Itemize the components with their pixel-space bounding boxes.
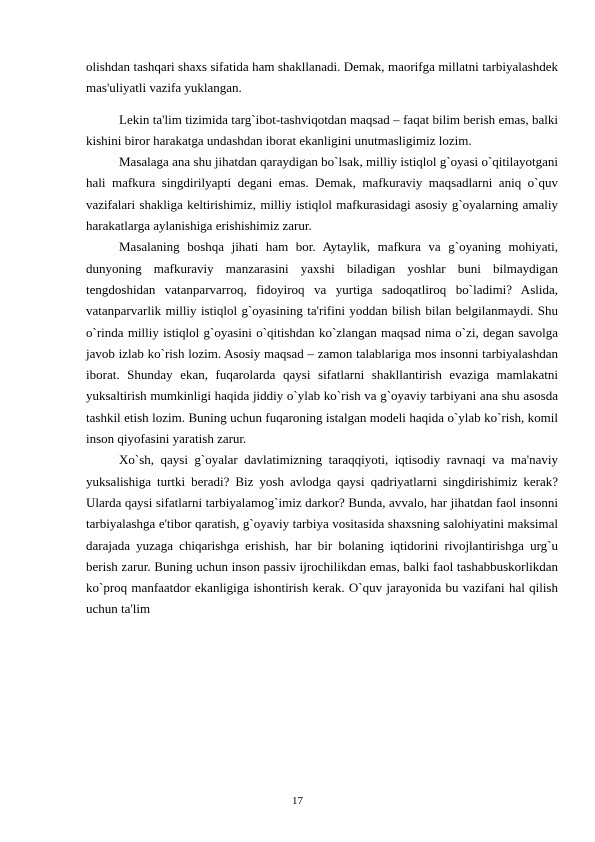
document-page [86, 56, 558, 620]
paragraph-4: Masalaning boshqa jihati ham bor. Aytaylik, mafkura va g`oyaning mohiyati, dunyoning mafkuraviy manzarasini yaxshi biladigan yoshlar buni bilmaydigan tengdoshidan vatanparvarroq, fidoyiroq va yurtiga sadoqatliroq bo`ladimi? Aslida, vatanparvarlik milliy istiqlol g`oyasining ta'rifini yoddan bilish bilan belgilanmaydi. Shu o`rinda milliy istiqlol g`oyasini o`qitishdan ko`zlangan maqsad nima o`zi, degan savolga javob izlab ko`rish lozim. Asosiy maqsad – zamon talablariga mos insonni tarbiyalashdan iborat. Shunday ekan, fuqarolarda qaysi sifatlarni shakllantirish evaziga mamlakatni yuksaltirish mumkinligi haqida jiddiy o`ylab ko`rish va g`oyaviy tarbiyani ana shu asosda tashkil etish lozim. Buning uchun fuqaroning istalgan modeli haqida o`ylab ko`rish, komil inson qiyofasini yaratish zarur. [86, 239, 558, 447]
paragraph-1: olishdan tashqari shaxs sifatida ham shakllanadi. Demak, maorifga millatni tarbiyalashdek mas'uliyatli vazifa yuklangan. [86, 59, 558, 96]
paragraph-2: Lekin ta'lim tizimida targ`ibot-tashviqotdan maqsad – faqat bilim berish emas, balki kishini biror harakatga undashdan iborat ekanligini unutmasligimiz lozim. [86, 111, 558, 148]
paragraph-5: Xo`sh, qaysi g`oyalar davlatimizning taraqqiyoti, iqtisodiy ravnaqi va ma'naviy yuksalishiga turtki beradi? Biz yosh avlodga qaysi qadriyatlarni singdirishimiz kerak? Ularda qaysi sifatlarni tarbiyalamog`imiz darkor? Bunda, avvalo, har jihatdan faol insonni tarbiyalashga e'tibor qaratish, g`oyaviy tarbiya vositasida shaxsning salohiyatini maksimal darajada yuzaga chiqarishga erishish, har bir bolaning iqtidorini rivojlantirishga urg`u berish zarur. Buning uchun inson passiv ijrochilikdan emas, balki faol tashabbuskorlikdan ko`proq manfaatdor ekanligiga ishontirish kerak. O`quv jarayonida bu vazifani hal qilish uchun ta'lim [86, 452, 558, 617]
paragraph-3: Masalaga ana shu jihatdan qaraydigan bo`lsak, milliy istiqlol g`oyasi o`qitilayotgani hali mafkura singdirilyapti degani emas. Demak, mafkuraviy maqsadlarni aniq o`quv vazifalari shakliga keltirishimiz, milliy istiqlol mafkurasidagi asosiy g`oyalarning amaliy harakatlarga aylanishiga erishishimiz zarur. [86, 154, 558, 234]
page-number: 17 [292, 795, 303, 807]
